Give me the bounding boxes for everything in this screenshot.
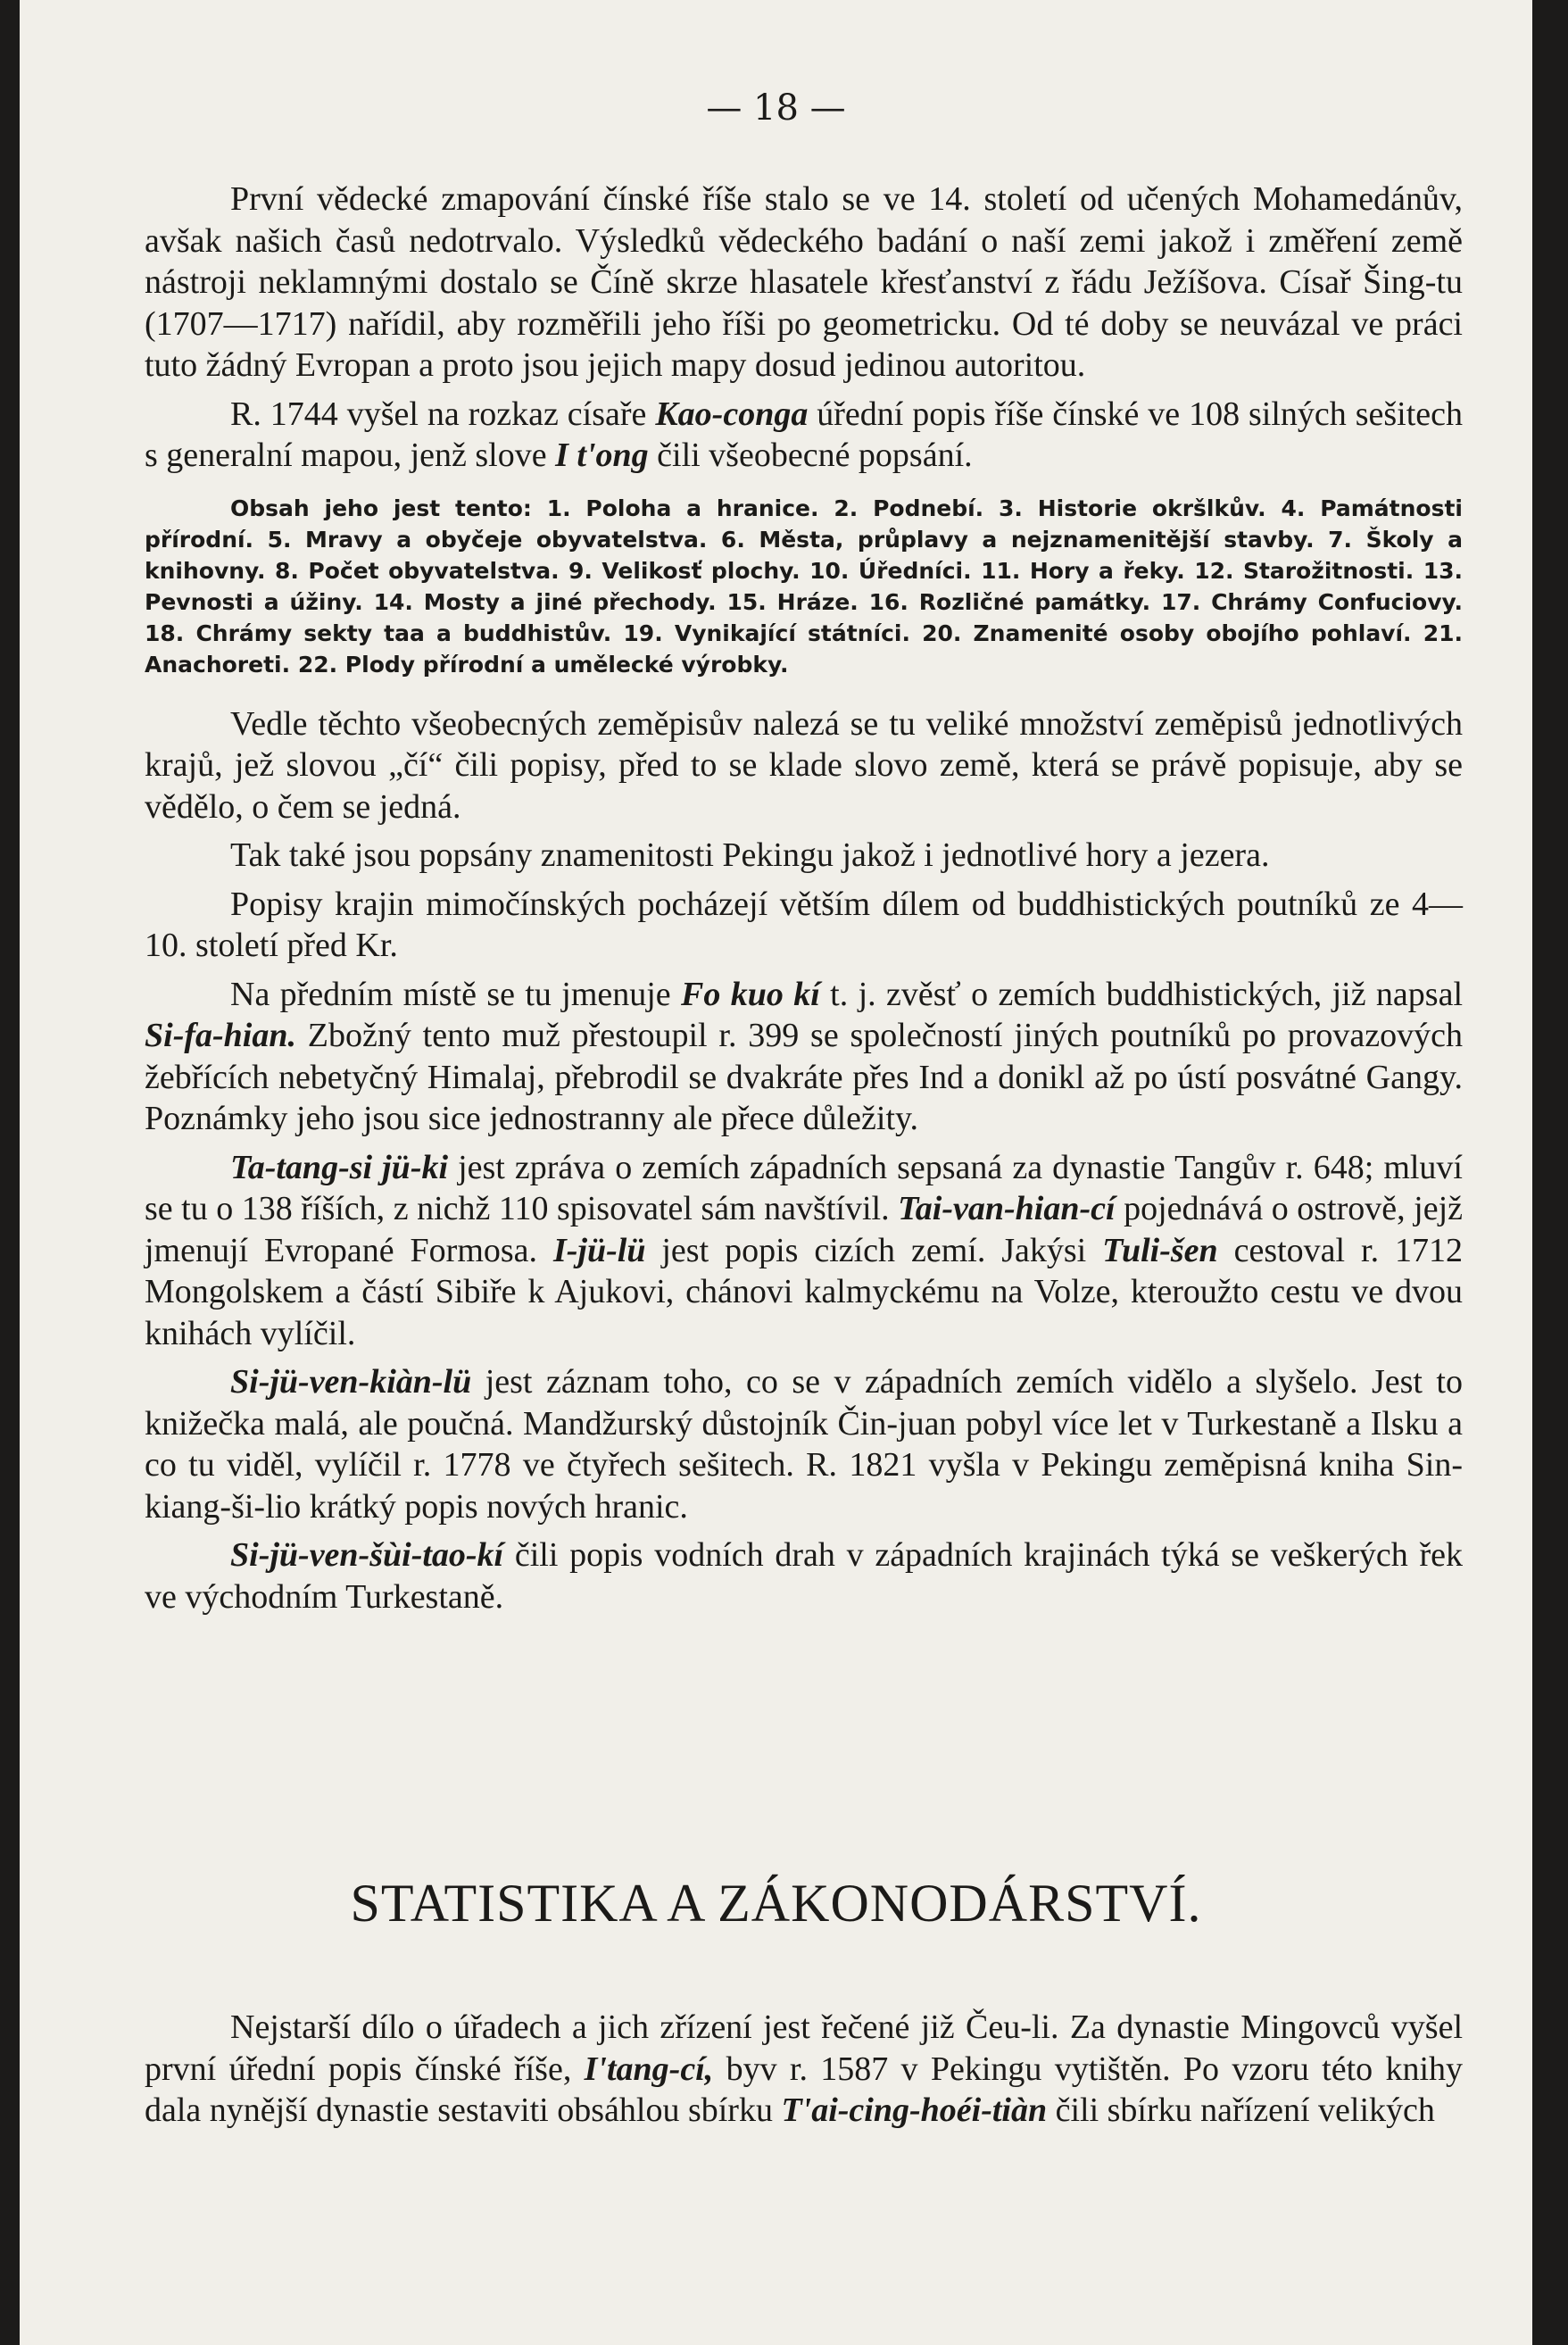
- paragraph-7: Ta-tang-si jü-ki jest zpráva o zemích západních sepsaná za dynastie Tangův r. 648; mluví se tu o 138 říších, z nichž 110 spisovatel sám navštívil. Tai-van-hian-cí pojednává o ostrově, jejž jmenují Evropané Formosa. I-jü-lü jest popis cizích zemí. Jakýsi Tuli-šen cestoval r. 1712 Mongolskem a částí Sibiře k Ajukovi, chánovi kalmyckému na Volze, kteroužto cestu ve dvou knihách vylíčil.: [145, 1148, 1463, 1352]
- paragraph-10: Nejstarší dílo o úřadech a jich zřízení jest řečené již Čeu-li. Za dynastie Mingovců vyšel první úřední popis čínské říše, I'tang-cí, byv r. 1587 v Pekingu vytištěn. Po vzoru této knihy dala nynější dynastie sestaviti obsáhlou sbírku T'ai-cing-hoéi-tiàn čili sbírku nařízení velikých: [145, 2008, 1463, 2129]
- paragraph-2: R. 1744 vyšel na rozkaz císaře Kao-conga úřední popis říše čínské ve 108 silných sešitech s generalní mapou, jenž slove I t'ong čili všeobecné popsání.: [145, 395, 1464, 474]
- paragraph-3: Vedle těchto všeobecných zeměpisův nalezá se tu veliké množství zeměpisů jednotlivých krajů, jež slovou „čí“ čili popisy, před to se klade slovo země, která se právě popisuje, aby se vědělo, o čem se jedná.: [145, 704, 1463, 826]
- paragraph-5: Popisy krajin mimočínských pocházejí větším dílem od buddhistických poutníků ze 4—10. století před Kr.: [145, 885, 1463, 964]
- page-number: — 18 —: [706, 87, 846, 129]
- book-page: [20, 0, 1532, 2345]
- paragraph-9: Si-jü-ven-šùi-tao-kí čili popis vodních drah v západních krajinách týká se veškerých řek ve východním Turkestaně.: [145, 1536, 1463, 1616]
- section-heading: STATISTIKA A ZÁKONODÁRSTVÍ.: [350, 1874, 1202, 1933]
- paragraph-6: Na předním místě se tu jmenuje Fo kuo kí t. j. zvěsť o zemích buddhistických, již napsal Si-fa-hian. Zbožný tento muž přestoupil r. 399 se společností jiných poutníků po provazových žebřících nebetyčný Himalaj, přebrodil se dvakráte přes Ind a donikl až po ústí posvátné Gangy. Poznámky jeho jsou sice jednostranny ale přece důležity.: [145, 975, 1464, 1137]
- text-block-top: [145, 179, 1463, 1625]
- contents-list: Obsah jeho jest tento: 1. Poloha a hranice. 2. Podnebí. 3. Historie okršlkův. 4. Památnosti přírodní. 5. Mravy a obyčeje obyvatelstva. 6. Města, průplavy a nejznamenitější stavby. 7. Školy a knihovny. 8. Počet obyvatelstva. 9. Velikosť plochy. 10. Úředníci. 11. Hory a řeky. 12. Starožitnosti. 13. Pevnosti a úžiny. 14. Mosty a jiné přechody. 15. Hráze. 16. Rozličné památky. 17. Chrámy Confuciovy. 18. Chrámy sekty taa a buddhistův. 19. Vynikající státníci. 20. Znamenité osoby obojího pohlaví. 21. Anachoreti. 22. Plody přírodní a umělecké výrobky.: [145, 495, 1463, 678]
- paragraph-1: První vědecké zmapování čínské říše stalo se ve 14. století od učených Mohamedánův, avšak našich časů nedotrvalo. Výsledků vědeckého badání o naší zemi jakož i změření země nástroji neklamnými dostalo se Číně skrze hlasatele křesťanství z řádu Ježíšova. Císař Šing-tu (1707—1717) nařídil, aby rozměřili jeho říši po geometricku. Od té doby se neuvázal ve práci tuto žádný Evropan a proto jsou jejich mapy dosud jedinou autoritou.: [145, 180, 1463, 384]
- paragraph-8: Si-jü-ven-kiàn-lü jest záznam toho, co se v západních zemích vidělo a slyšelo. Jest to knižečka malá, ale poučná. Mandžurský důstojník Čin-juan pobyl více let v Turkestaně a Ilsku a co tu viděl, vylíčil r. 1778 ve čtyřech sešitech. R. 1821 vyšla v Pekingu zeměpisná kniha Sin-kiang-ši-lio krátký popis nových hranic.: [145, 1363, 1463, 1526]
- paragraph-4: Tak také jsou popsány znamenitosti Pekingu jakož i jednotlivé hory a jezera.: [230, 836, 1270, 874]
- text-block-bottom: [145, 2007, 1463, 2139]
